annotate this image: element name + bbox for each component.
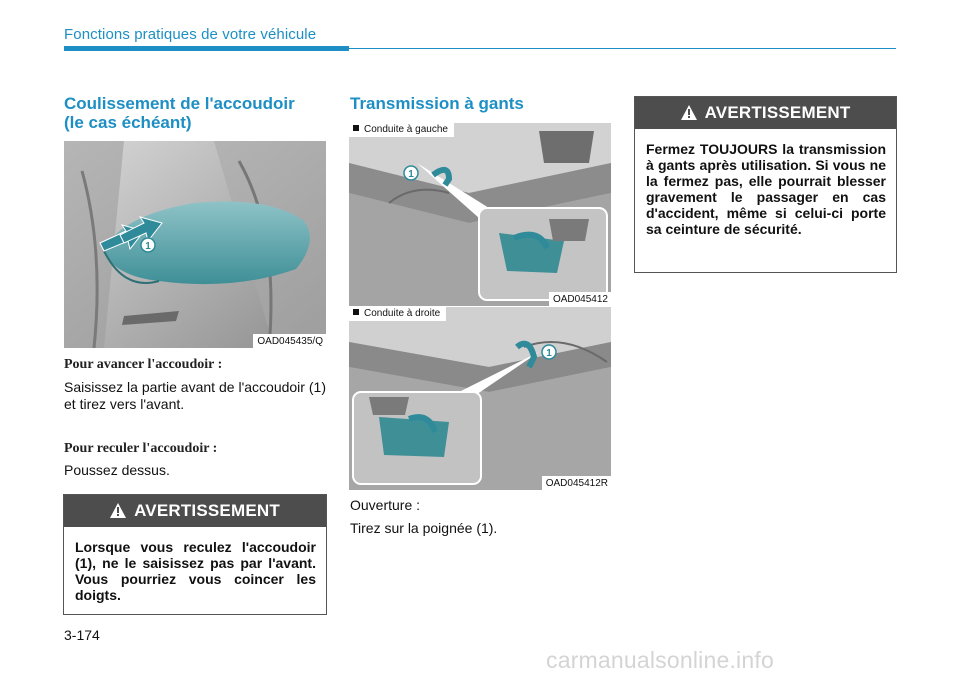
glovebox-tag-lhd-text: Conduite à gauche: [364, 124, 448, 135]
glovebox-tag-rhd: [349, 307, 446, 321]
warning-triangle-icon: [681, 99, 697, 131]
page-number: 3-174: [64, 627, 100, 643]
glovebox-image-code-lhd: OAD045412: [549, 292, 611, 306]
header-accent-bar: [64, 46, 349, 51]
warning-box-armrest: [63, 494, 327, 615]
armrest-back-title: Pour reculer l'accoudoir :: [64, 441, 218, 456]
glovebox-open-text: Tirez sur la poignée (1).: [350, 520, 498, 536]
warning-text: Fermez TOUJOURS la transmission à gants après utilisation. Si vous ne la fermez pas, elle pourrait blesser gravement le passager en cas d'accident, même si celui-ci porte sa ceinture de sécurité.: [646, 141, 886, 237]
armrest-image-code: OAD045435/Q: [253, 334, 326, 348]
warning-header: [64, 495, 326, 527]
armrest-forward-title: Pour avancer l'accoudoir :: [64, 357, 223, 372]
glovebox-callout-rhd: 1: [546, 348, 552, 359]
header-rule: [349, 48, 896, 49]
glovebox-photo-rhd: [349, 307, 611, 490]
glovebox-tag-rhd-text: Conduite à droite: [364, 308, 441, 319]
watermark-text: carmanualsonline.info: [546, 647, 774, 673]
glovebox-section-title: Transmission à gants: [350, 94, 524, 113]
armrest-title-line1: Coulissement de l'accoudoir: [64, 94, 295, 113]
glovebox-photo-lhd: [349, 123, 611, 306]
armrest-forward-text: Saisissez la partie avant de l'accoudoir (1) et tirez vers l'avant.: [64, 379, 326, 412]
armrest-back-text: Poussez dessus.: [64, 462, 170, 478]
glovebox-open-title: Ouverture :: [350, 497, 421, 513]
armrest-photo: [64, 141, 326, 348]
warning-heading-text: AVERTISSEMENT: [134, 501, 280, 520]
glovebox-tag-lhd: [349, 123, 454, 137]
armrest-title-line2: (le cas échéant): [64, 113, 192, 132]
warning-header: [635, 97, 896, 129]
warning-box-glovebox: [634, 96, 897, 273]
warning-heading-text: AVERTISSEMENT: [704, 103, 851, 122]
glovebox-image-code-rhd: OAD045412R: [542, 476, 611, 490]
warning-text: Lorsque vous reculez l'accoudoir (1), ne le saisissez pas par l'avant. Vous pourriez vous coincer les doigts.: [75, 539, 316, 603]
glovebox-callout-lhd: 1: [408, 169, 414, 180]
warning-triangle-icon: [110, 497, 126, 529]
section-header-title: Fonctions pratiques de votre véhicule: [64, 26, 317, 43]
armrest-callout-label: 1: [145, 241, 151, 252]
armrest-section-title: [64, 94, 326, 132]
